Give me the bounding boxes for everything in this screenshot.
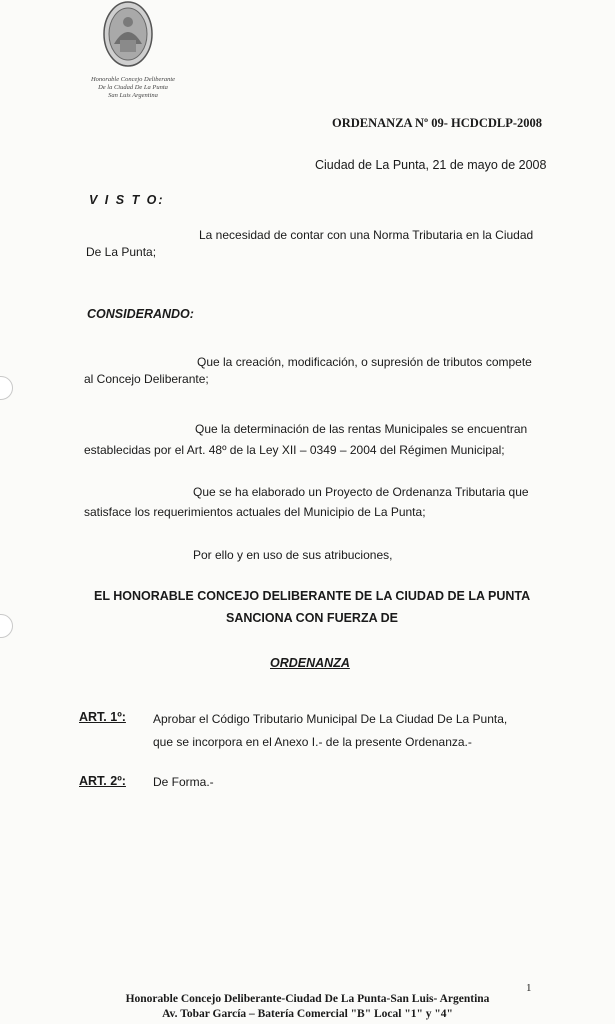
seal-caption-line: San Luis Argentina [108,92,158,99]
punch-hole-upper [0,376,13,400]
footer-line-1: Honorable Concejo Deliberante-Ciudad De La Punta-San Luis- Argentina [125,993,490,1005]
visto-heading: V I S T O: [89,193,165,207]
seal-emblem [102,0,154,68]
article-1-label: ART. 1º: [79,710,126,724]
considerando-p1-line-2: al Concejo Deliberante; [84,372,209,386]
ordenanza-title: ORDENANZA [270,656,350,670]
seal-caption-line: De la Ciudad De La Punta [98,84,168,91]
considerando-p2-line-1: Que la determinación de las rentas Municipales se encuentran [195,422,528,436]
seal-caption [88,76,178,100]
enactment-line-2: SANCIONA CON FUERZA DE [226,611,398,625]
article-2-line-1: De Forma.- [153,775,214,789]
article-2-label: ART. 2º: [79,774,126,788]
considerando-p3-line-2: satisface los requerimientos actuales del Municipio de La Punta; [84,505,426,519]
article-1-line-1: Aprobar el Código Tributario Municipal De La Ciudad De La Punta, [153,712,508,726]
footer-line-2: Av. Tobar García – Batería Comercial "B" Local "1" y "4" [162,1008,453,1020]
considerando-p3-line-1: Que se ha elaborado un Proyecto de Ordenanza Tributaria que [193,485,529,499]
considerando-heading: CONSIDERANDO: [87,307,194,321]
seal-caption-line: Honorable Concejo Deliberante [90,76,176,83]
visto-line-2: De La Punta; [86,245,157,259]
considerando-p1-line-1: Que la creación, modificación, o supresión de tributos compete [197,355,532,369]
ordinance-number: ORDENANZA Nº 09- HCDCDLP-2008 [332,116,543,130]
page-number: 1 [526,982,532,994]
considerando-p4: Por ello y en uso de sus atribuciones, [193,548,393,562]
considerando-p2-line-2: establecidas por el Art. 48º de la Ley XII – 0349 – 2004 del Régimen Municipal; [84,443,505,457]
visto-line-1: La necesidad de contar con una Norma Tributaria en la Ciudad [199,228,534,242]
article-1-line-2: que se incorpora en el Anexo I.- de la presente Ordenanza.- [153,735,472,749]
enactment-line-1: EL HONORABLE CONCEJO DELIBERANTE DE LA CIUDAD DE LA PUNTA [94,589,531,603]
place-date: Ciudad de La Punta, 21 de mayo de 2008 [315,158,547,172]
council-seal [88,0,178,108]
punch-hole-lower [0,614,13,638]
